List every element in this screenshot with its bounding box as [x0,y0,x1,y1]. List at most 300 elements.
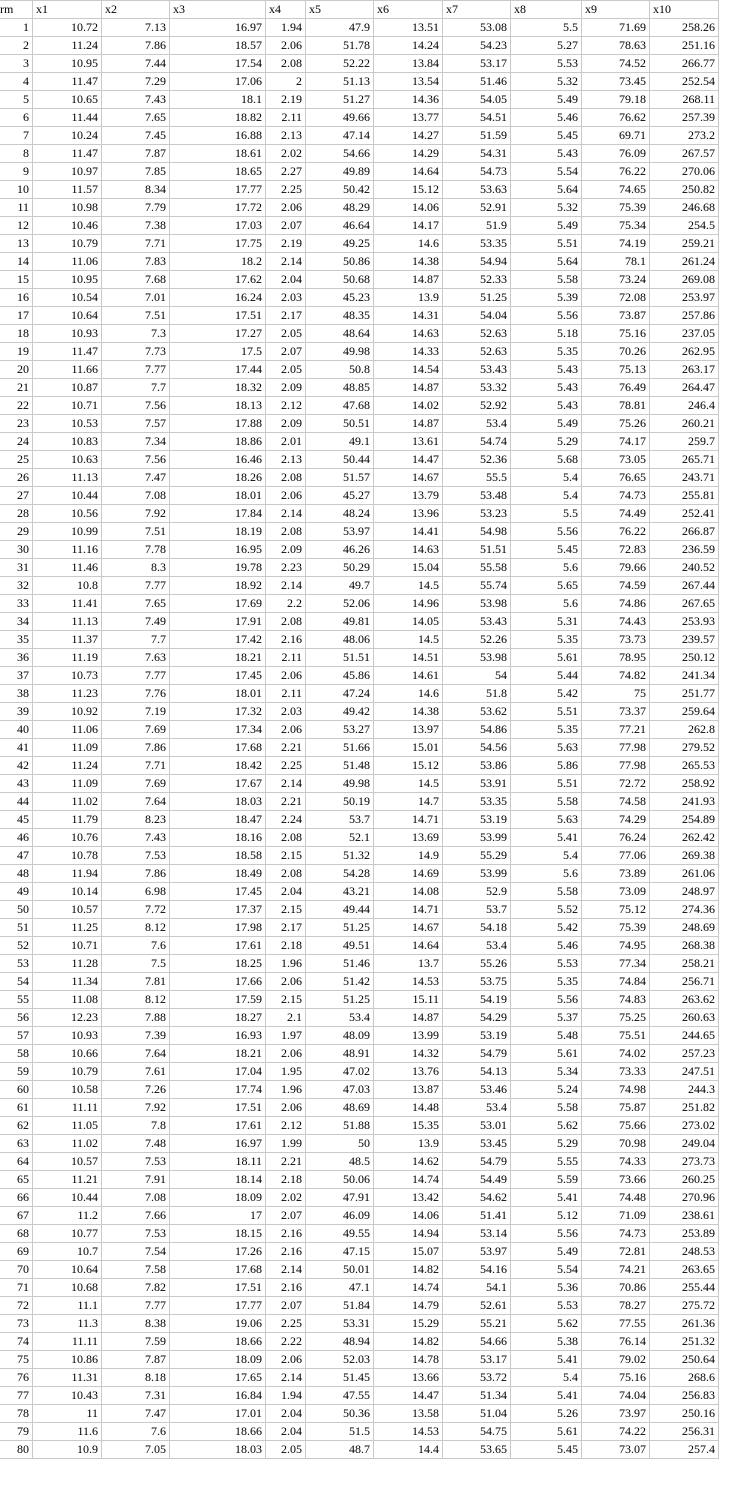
table-cell[interactable]: 256.31 [650,1423,719,1441]
table-cell[interactable]: 5.6 [511,865,582,883]
table-cell[interactable]: 73.09 [582,883,650,901]
table-cell[interactable]: 270.06 [650,163,719,181]
row-id-cell[interactable]: 75 [0,1351,33,1369]
table-cell[interactable]: 14.9 [374,847,443,865]
table-cell[interactable]: 7.76 [102,685,170,703]
table-cell[interactable]: 13.96 [374,505,443,523]
table-cell[interactable]: 5.56 [511,523,582,541]
table-cell[interactable]: 10.64 [33,1261,102,1279]
table-cell[interactable]: 5.4 [511,487,582,505]
table-cell[interactable]: 5.61 [511,649,582,667]
table-cell[interactable]: 52.91 [443,199,511,217]
table-cell[interactable]: 14.78 [374,1351,443,1369]
table-cell[interactable]: 2.23 [266,559,306,577]
table-cell[interactable]: 2.2 [266,595,306,613]
table-cell[interactable]: 11.02 [33,1135,102,1153]
table-cell[interactable]: 10.7 [33,1243,102,1261]
table-cell[interactable]: 18.09 [170,1189,266,1207]
table-cell[interactable]: 53.14 [443,1225,511,1243]
table-cell[interactable]: 13.7 [374,955,443,973]
table-cell[interactable]: 13.99 [374,1027,443,1045]
table-cell[interactable]: 53.01 [443,1117,511,1135]
table-cell[interactable]: 53.35 [443,793,511,811]
table-cell[interactable]: 264.47 [650,379,719,397]
table-cell[interactable]: 18.61 [170,145,266,163]
table-cell[interactable]: 11.19 [33,649,102,667]
table-cell[interactable]: 17.51 [170,1099,266,1117]
table-cell[interactable]: 78.95 [582,649,650,667]
row-id-cell[interactable]: 9 [0,163,33,181]
table-cell[interactable]: 10.14 [33,883,102,901]
table-cell[interactable]: 7.64 [102,1045,170,1063]
table-cell[interactable]: 11.79 [33,811,102,829]
table-cell[interactable]: 50.01 [306,1261,374,1279]
table-cell[interactable]: 260.63 [650,1009,719,1027]
row-id-cell[interactable]: 37 [0,667,33,685]
table-cell[interactable]: 18.92 [170,577,266,595]
table-cell[interactable]: 11.6 [33,1423,102,1441]
table-cell[interactable]: 11.09 [33,775,102,793]
table-cell[interactable]: 14.48 [374,1099,443,1117]
table-cell[interactable]: 255.44 [650,1279,719,1297]
row-id-cell[interactable]: 35 [0,631,33,649]
table-cell[interactable]: 17.03 [170,217,266,235]
table-cell[interactable]: 11.16 [33,541,102,559]
column-header-x6[interactable]: x6 [374,1,443,19]
table-cell[interactable]: 273.2 [650,127,719,145]
table-cell[interactable]: 77.98 [582,757,650,775]
table-cell[interactable]: 54.98 [443,523,511,541]
table-cell[interactable]: 14.71 [374,901,443,919]
table-cell[interactable]: 47.24 [306,685,374,703]
table-cell[interactable]: 2.18 [266,1171,306,1189]
table-cell[interactable]: 2.07 [266,343,306,361]
table-cell[interactable]: 74.04 [582,1387,650,1405]
table-cell[interactable]: 50 [306,1135,374,1153]
table-cell[interactable]: 5.34 [511,1063,582,1081]
table-cell[interactable]: 18.65 [170,163,266,181]
table-cell[interactable]: 2.17 [266,307,306,325]
table-cell[interactable]: 79.66 [582,559,650,577]
table-cell[interactable]: 75.66 [582,1117,650,1135]
table-cell[interactable]: 47.14 [306,127,374,145]
table-cell[interactable]: 17.91 [170,613,266,631]
table-cell[interactable]: 10.99 [33,523,102,541]
table-cell[interactable]: 5.49 [511,1243,582,1261]
table-cell[interactable]: 258.21 [650,955,719,973]
table-cell[interactable]: 49.89 [306,163,374,181]
column-header-x1[interactable]: x1 [33,1,102,19]
row-id-cell[interactable]: 12 [0,217,33,235]
table-cell[interactable]: 54.23 [443,37,511,55]
table-cell[interactable]: 51.51 [306,649,374,667]
row-id-cell[interactable]: 36 [0,649,33,667]
table-cell[interactable]: 7.88 [102,1009,170,1027]
table-cell[interactable]: 54.79 [443,1045,511,1063]
table-cell[interactable]: 240.52 [650,559,719,577]
table-cell[interactable]: 10.53 [33,415,102,433]
table-cell[interactable]: 2.06 [266,1099,306,1117]
table-cell[interactable]: 17.88 [170,415,266,433]
table-cell[interactable]: 1.99 [266,1135,306,1153]
table-cell[interactable]: 5.31 [511,613,582,631]
table-cell[interactable]: 250.16 [650,1405,719,1423]
table-cell[interactable]: 5.51 [511,703,582,721]
table-cell[interactable]: 74.33 [582,1153,650,1171]
table-cell[interactable]: 263.17 [650,361,719,379]
table-cell[interactable]: 262.95 [650,343,719,361]
table-cell[interactable]: 238.61 [650,1207,719,1225]
column-header-x9[interactable]: x9 [582,1,650,19]
table-cell[interactable]: 16.93 [170,1027,266,1045]
table-cell[interactable]: 7.6 [102,1423,170,1441]
row-id-cell[interactable]: 4 [0,73,33,91]
table-cell[interactable]: 74.82 [582,667,650,685]
table-cell[interactable]: 5.64 [511,253,582,271]
table-cell[interactable]: 54.04 [443,307,511,325]
table-cell[interactable]: 74.83 [582,991,650,1009]
table-cell[interactable]: 43.21 [306,883,374,901]
table-cell[interactable]: 10.79 [33,1063,102,1081]
table-cell[interactable]: 54.31 [443,145,511,163]
row-id-cell[interactable]: 79 [0,1423,33,1441]
table-cell[interactable]: 10.95 [33,55,102,73]
column-header-rm[interactable]: rm [0,1,33,19]
table-cell[interactable]: 1.96 [266,1081,306,1099]
table-cell[interactable]: 18.03 [170,793,266,811]
table-cell[interactable]: 11.23 [33,685,102,703]
table-cell[interactable]: 74.84 [582,973,650,991]
table-cell[interactable]: 7.79 [102,199,170,217]
table-cell[interactable]: 5.4 [511,1369,582,1387]
table-cell[interactable]: 17.01 [170,1405,266,1423]
table-cell[interactable]: 7.51 [102,307,170,325]
table-cell[interactable]: 5.59 [511,1171,582,1189]
table-cell[interactable]: 250.64 [650,1351,719,1369]
table-cell[interactable]: 8.23 [102,811,170,829]
table-cell[interactable]: 11.06 [33,721,102,739]
table-cell[interactable]: 53.4 [306,1009,374,1027]
table-cell[interactable]: 5.5 [511,19,582,37]
table-cell[interactable]: 14.38 [374,253,443,271]
table-cell[interactable]: 5.4 [511,847,582,865]
table-cell[interactable]: 1.96 [266,955,306,973]
table-cell[interactable]: 54.19 [443,991,511,1009]
row-id-cell[interactable]: 74 [0,1333,33,1351]
table-cell[interactable]: 7.57 [102,415,170,433]
table-cell[interactable]: 2.22 [266,1333,306,1351]
table-cell[interactable]: 14.74 [374,1279,443,1297]
row-id-cell[interactable]: 50 [0,901,33,919]
table-cell[interactable]: 16.88 [170,127,266,145]
row-id-cell[interactable]: 55 [0,991,33,1009]
table-cell[interactable]: 246.68 [650,199,719,217]
table-cell[interactable]: 78.63 [582,37,650,55]
table-cell[interactable]: 50.44 [306,451,374,469]
table-cell[interactable]: 50.8 [306,361,374,379]
table-cell[interactable]: 7.08 [102,1189,170,1207]
table-cell[interactable]: 10.77 [33,1225,102,1243]
table-cell[interactable]: 14.38 [374,703,443,721]
table-cell[interactable]: 51.25 [306,991,374,1009]
table-cell[interactable]: 78.1 [582,253,650,271]
table-cell[interactable]: 14.41 [374,523,443,541]
table-cell[interactable]: 2.14 [266,505,306,523]
table-cell[interactable]: 18.21 [170,1045,266,1063]
table-cell[interactable]: 17.67 [170,775,266,793]
table-cell[interactable]: 10.86 [33,1351,102,1369]
table-cell[interactable]: 14.06 [374,199,443,217]
table-cell[interactable]: 48.64 [306,325,374,343]
table-cell[interactable]: 5.49 [511,91,582,109]
table-cell[interactable]: 2.16 [266,631,306,649]
table-cell[interactable]: 17.45 [170,883,266,901]
table-cell[interactable]: 7.56 [102,397,170,415]
table-cell[interactable]: 5.49 [511,415,582,433]
table-cell[interactable]: 5.65 [511,577,582,595]
table-cell[interactable]: 248.97 [650,883,719,901]
table-cell[interactable]: 266.77 [650,55,719,73]
table-cell[interactable]: 53.97 [443,1243,511,1261]
table-cell[interactable]: 13.66 [374,1369,443,1387]
table-cell[interactable]: 52.1 [306,829,374,847]
column-header-x8[interactable]: x8 [511,1,582,19]
row-id-cell[interactable]: 53 [0,955,33,973]
row-id-cell[interactable]: 72 [0,1297,33,1315]
table-cell[interactable]: 14.62 [374,1153,443,1171]
table-cell[interactable]: 50.36 [306,1405,374,1423]
table-cell[interactable]: 51.13 [306,73,374,91]
table-cell[interactable]: 5.52 [511,901,582,919]
table-cell[interactable]: 260.25 [650,1171,719,1189]
table-cell[interactable]: 11.47 [33,73,102,91]
table-cell[interactable]: 279.52 [650,739,719,757]
table-cell[interactable]: 69.71 [582,127,650,145]
table-cell[interactable]: 14.67 [374,469,443,487]
table-cell[interactable]: 11.06 [33,253,102,271]
table-cell[interactable]: 1.95 [266,1063,306,1081]
table-cell[interactable]: 7.71 [102,757,170,775]
table-cell[interactable]: 17.06 [170,73,266,91]
row-id-cell[interactable]: 44 [0,793,33,811]
table-cell[interactable]: 53.17 [443,55,511,73]
table-cell[interactable]: 5.35 [511,343,582,361]
table-cell[interactable]: 5.43 [511,361,582,379]
table-cell[interactable]: 266.87 [650,523,719,541]
table-cell[interactable]: 17.77 [170,1297,266,1315]
row-id-cell[interactable]: 15 [0,271,33,289]
table-cell[interactable]: 10.24 [33,127,102,145]
table-cell[interactable]: 8.3 [102,559,170,577]
table-cell[interactable]: 7.58 [102,1261,170,1279]
row-id-cell[interactable]: 58 [0,1045,33,1063]
table-cell[interactable]: 250.82 [650,181,719,199]
table-cell[interactable]: 5.56 [511,307,582,325]
table-cell[interactable]: 14.63 [374,541,443,559]
table-cell[interactable]: 51.46 [443,73,511,91]
table-cell[interactable]: 5.6 [511,595,582,613]
table-cell[interactable]: 5.35 [511,721,582,739]
table-cell[interactable]: 5.46 [511,109,582,127]
table-cell[interactable]: 18.1 [170,91,266,109]
table-cell[interactable]: 7.47 [102,1405,170,1423]
table-cell[interactable]: 10.8 [33,577,102,595]
table-cell[interactable]: 267.57 [650,145,719,163]
table-cell[interactable]: 77.06 [582,847,650,865]
table-cell[interactable]: 16.46 [170,451,266,469]
table-cell[interactable]: 13.97 [374,721,443,739]
table-cell[interactable]: 2.06 [266,487,306,505]
table-cell[interactable]: 7.6 [102,937,170,955]
table-cell[interactable]: 244.3 [650,1081,719,1099]
table-cell[interactable]: 10.64 [33,307,102,325]
table-cell[interactable]: 54.13 [443,1063,511,1081]
table-cell[interactable]: 52.33 [443,271,511,289]
row-id-cell[interactable]: 68 [0,1225,33,1243]
table-cell[interactable]: 47.9 [306,19,374,37]
table-cell[interactable]: 52.22 [306,55,374,73]
table-cell[interactable]: 76.62 [582,109,650,127]
table-cell[interactable]: 11.25 [33,919,102,937]
table-cell[interactable]: 5.29 [511,433,582,451]
table-cell[interactable]: 11.3 [33,1315,102,1333]
table-cell[interactable]: 7.87 [102,145,170,163]
table-cell[interactable]: 17.51 [170,307,266,325]
row-id-cell[interactable]: 22 [0,397,33,415]
table-cell[interactable]: 2.05 [266,361,306,379]
table-cell[interactable]: 15.12 [374,757,443,775]
row-id-cell[interactable]: 39 [0,703,33,721]
table-cell[interactable]: 265.53 [650,757,719,775]
table-cell[interactable]: 53.4 [443,1099,511,1117]
table-cell[interactable]: 7.48 [102,1135,170,1153]
table-cell[interactable]: 17.75 [170,235,266,253]
table-cell[interactable]: 54.86 [443,721,511,739]
table-cell[interactable]: 53.99 [443,829,511,847]
table-cell[interactable]: 247.51 [650,1063,719,1081]
table-cell[interactable]: 79.02 [582,1351,650,1369]
row-id-cell[interactable]: 42 [0,757,33,775]
table-cell[interactable]: 255.81 [650,487,719,505]
table-cell[interactable]: 74.65 [582,181,650,199]
table-cell[interactable]: 7.65 [102,109,170,127]
table-cell[interactable]: 5.53 [511,1297,582,1315]
table-cell[interactable]: 47.91 [306,1189,374,1207]
table-cell[interactable]: 51.32 [306,847,374,865]
table-cell[interactable]: 10.97 [33,163,102,181]
table-cell[interactable]: 268.38 [650,937,719,955]
table-cell[interactable]: 10.93 [33,325,102,343]
table-cell[interactable]: 14.47 [374,1387,443,1405]
table-cell[interactable]: 10.87 [33,379,102,397]
table-cell[interactable]: 10.71 [33,397,102,415]
table-cell[interactable]: 48.7 [306,1441,374,1459]
row-id-cell[interactable]: 17 [0,307,33,325]
table-cell[interactable]: 74.73 [582,487,650,505]
table-cell[interactable]: 275.72 [650,1297,719,1315]
table-cell[interactable]: 53.4 [443,415,511,433]
table-cell[interactable]: 1.94 [266,19,306,37]
table-cell[interactable]: 48.24 [306,505,374,523]
row-id-cell[interactable]: 1 [0,19,33,37]
table-cell[interactable]: 52.63 [443,343,511,361]
table-cell[interactable]: 53.32 [443,379,511,397]
row-id-cell[interactable]: 78 [0,1405,33,1423]
table-cell[interactable]: 262.8 [650,721,719,739]
table-cell[interactable]: 252.54 [650,73,719,91]
table-cell[interactable]: 48.06 [306,631,374,649]
table-cell[interactable]: 73.33 [582,1063,650,1081]
table-cell[interactable]: 46.64 [306,217,374,235]
table-cell[interactable]: 241.93 [650,793,719,811]
row-id-cell[interactable]: 76 [0,1369,33,1387]
table-cell[interactable]: 53.43 [443,361,511,379]
table-cell[interactable]: 18.57 [170,37,266,55]
row-id-cell[interactable]: 2 [0,37,33,55]
table-cell[interactable]: 74.19 [582,235,650,253]
table-cell[interactable]: 51.59 [443,127,511,145]
table-cell[interactable]: 7.31 [102,1387,170,1405]
table-cell[interactable]: 73.97 [582,1405,650,1423]
table-cell[interactable]: 15.07 [374,1243,443,1261]
table-cell[interactable]: 76.49 [582,379,650,397]
table-cell[interactable]: 10.58 [33,1081,102,1099]
table-cell[interactable]: 73.45 [582,73,650,91]
table-cell[interactable]: 13.87 [374,1081,443,1099]
table-cell[interactable]: 17.74 [170,1081,266,1099]
table-cell[interactable]: 51.84 [306,1297,374,1315]
table-cell[interactable]: 5.58 [511,1099,582,1117]
table-cell[interactable]: 51.41 [443,1207,511,1225]
table-cell[interactable]: 51.46 [306,955,374,973]
table-cell[interactable]: 55.26 [443,955,511,973]
table-cell[interactable]: 7.87 [102,1351,170,1369]
table-cell[interactable]: 14.79 [374,1297,443,1315]
table-cell[interactable]: 248.53 [650,1243,719,1261]
table-cell[interactable]: 14.74 [374,1171,443,1189]
table-cell[interactable]: 49.42 [306,703,374,721]
row-id-cell[interactable]: 46 [0,829,33,847]
table-cell[interactable]: 52.92 [443,397,511,415]
table-cell[interactable]: 17.42 [170,631,266,649]
table-cell[interactable]: 2.17 [266,919,306,937]
table-cell[interactable]: 77.21 [582,721,650,739]
table-cell[interactable]: 75.12 [582,901,650,919]
table-cell[interactable]: 7.92 [102,1099,170,1117]
table-cell[interactable]: 14.17 [374,217,443,235]
table-cell[interactable]: 49.55 [306,1225,374,1243]
table-cell[interactable]: 14.7 [374,793,443,811]
table-cell[interactable]: 5.5 [511,505,582,523]
table-cell[interactable]: 7.51 [102,523,170,541]
table-cell[interactable]: 2.02 [266,1189,306,1207]
table-cell[interactable]: 54.62 [443,1189,511,1207]
table-cell[interactable]: 74.59 [582,577,650,595]
table-cell[interactable]: 53.31 [306,1315,374,1333]
table-cell[interactable]: 2.15 [266,901,306,919]
table-cell[interactable]: 53.19 [443,1027,511,1045]
table-cell[interactable]: 5.41 [511,1189,582,1207]
row-id-cell[interactable]: 45 [0,811,33,829]
table-cell[interactable]: 7.85 [102,163,170,181]
table-cell[interactable]: 74.48 [582,1189,650,1207]
table-cell[interactable]: 74.98 [582,1081,650,1099]
table-cell[interactable]: 2.07 [266,1207,306,1225]
table-cell[interactable]: 5.51 [511,235,582,253]
table-cell[interactable]: 2.08 [266,829,306,847]
table-cell[interactable]: 54.29 [443,1009,511,1027]
table-cell[interactable]: 52.63 [443,325,511,343]
